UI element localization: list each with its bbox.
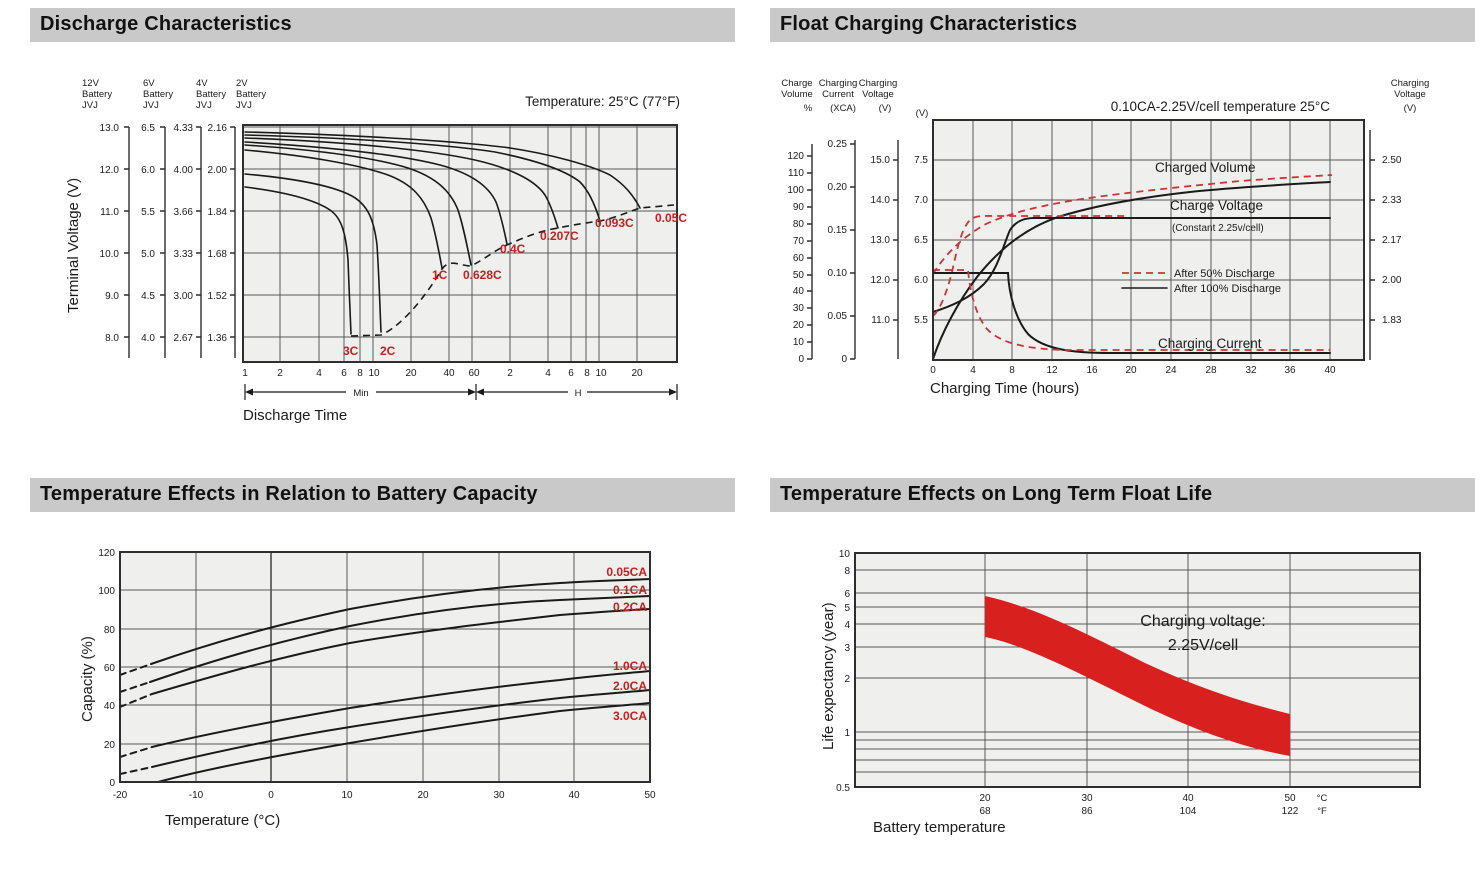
tick-label: 90 <box>792 202 804 213</box>
time-unit-arrows <box>245 384 677 400</box>
discharge-x-ticks <box>242 368 643 379</box>
tick-label: 100 <box>787 185 804 196</box>
scale-header: Voltage <box>1394 89 1426 100</box>
x-unit-celsius: °C <box>1316 793 1328 804</box>
tick-label: 1.52 <box>207 291 227 302</box>
tick-label: 12.0 <box>870 275 890 286</box>
curve-label: 0.628C <box>463 268 502 282</box>
float-life-y-ticks <box>836 549 850 794</box>
charge-volume-ticks <box>787 151 804 365</box>
tick-label: 110 <box>788 168 804 179</box>
tick-label: 50 <box>792 270 804 281</box>
tick-label: 120 <box>787 151 804 162</box>
tick-label: 104 <box>1179 806 1197 817</box>
scale-header: Charge <box>781 78 813 89</box>
tick-label: 7.5 <box>914 155 928 166</box>
tick-label: 20 <box>631 368 643 379</box>
tick-label: 3.33 <box>173 249 193 260</box>
tick-label: 30 <box>792 303 804 314</box>
tick-label: 12.0 <box>99 165 119 176</box>
plot-background <box>243 125 677 362</box>
tick-label: 30 <box>493 790 505 801</box>
tick-label: 60 <box>468 368 480 379</box>
tick-label: 86 <box>1081 806 1093 817</box>
scale-header: Volume <box>781 89 813 100</box>
tick-label: 40 <box>568 790 580 801</box>
tick-label: 8 <box>584 368 590 379</box>
tick-label: 8 <box>844 566 850 577</box>
tick-label: 5.5 <box>141 207 155 218</box>
tick-label: 60 <box>103 663 115 674</box>
scale-header: 2V <box>236 78 248 89</box>
tick-label: 0.05 <box>827 311 847 322</box>
tick-label: 20 <box>1125 365 1137 376</box>
tick-label: 1.83 <box>1382 315 1402 326</box>
curve-label: 0.093C <box>595 216 634 230</box>
tick-label: 24 <box>1165 365 1177 376</box>
section-header-float-life <box>770 478 1475 512</box>
tick-label: 11.0 <box>871 315 890 326</box>
curve-label-charge-voltage: Charge Voltage <box>1170 198 1264 213</box>
section-header-float-charging <box>770 8 1475 42</box>
page-title: Temperature Effects on Long Term Float Life <box>780 483 1213 505</box>
tick-label: 60 <box>792 253 804 264</box>
tick-label: 2.00 <box>1382 275 1402 286</box>
voltage-scale-ticks <box>100 123 228 344</box>
curve-label: 0.05CA <box>606 565 647 579</box>
float-scale-headers <box>781 78 1429 119</box>
scale-unit: (V) <box>1403 103 1417 114</box>
tick-label: 2.17 <box>1382 235 1402 246</box>
float-x-ticks <box>930 365 1336 376</box>
tick-label: 11.0 <box>100 207 119 218</box>
tick-label: 7.0 <box>914 195 928 206</box>
tick-label: 10.0 <box>99 249 119 260</box>
tick-label: 2.33 <box>1382 195 1402 206</box>
scale-header: JVJ <box>236 100 252 111</box>
scale-unit: (V) <box>915 108 929 119</box>
scale-header: Battery <box>196 89 227 100</box>
tick-label: 120 <box>98 548 115 559</box>
tick-label: 4 <box>970 365 976 376</box>
x-axis-title: Discharge Time <box>243 407 348 424</box>
temperature-note: Temperature: 25°C (77°F) <box>525 94 680 109</box>
scale-header: Current <box>822 89 854 100</box>
tick-label: 4 <box>545 368 551 379</box>
tick-label: 0 <box>798 354 804 365</box>
tick-label: -20 <box>112 790 128 801</box>
tick-label: 2 <box>507 368 513 379</box>
scale-header: Charging <box>818 78 858 89</box>
tick-label: 0 <box>109 778 115 789</box>
tick-label: 0.20 <box>827 182 847 193</box>
curve-label: 3C <box>343 344 359 358</box>
tick-label: 2.50 <box>1382 155 1402 166</box>
tick-label: 15.0 <box>870 155 890 166</box>
tick-label: 10 <box>341 790 353 801</box>
scale-header: Voltage <box>862 89 894 100</box>
curve-label: 0.4C <box>500 242 526 256</box>
y-axis-title: Life expectancy (year) <box>820 602 837 750</box>
x-axis-title: Charging Time (hours) <box>930 380 1080 397</box>
tick-label: 6.0 <box>141 165 155 176</box>
tick-label: 36 <box>1284 365 1296 376</box>
capacity-x-ticks <box>113 790 656 801</box>
tick-label: 20 <box>417 790 429 801</box>
tick-label: -10 <box>188 790 204 801</box>
tick-label: 13.0 <box>870 235 890 246</box>
temp-capacity-chart <box>30 540 735 875</box>
tick-label: 40 <box>1324 365 1336 376</box>
tick-label: 1 <box>242 368 248 379</box>
tick-label: 2.00 <box>207 165 227 176</box>
x-unit-minutes: Min <box>353 388 369 399</box>
tick-label: 0 <box>268 790 274 801</box>
legend-label: After 50% Discharge <box>1174 268 1275 280</box>
tick-label: 5.0 <box>141 249 155 260</box>
tick-label: 68 <box>979 806 991 817</box>
tick-label: 16 <box>1086 365 1098 376</box>
tick-label: 0.10 <box>827 268 847 279</box>
tick-label: 9.0 <box>105 291 119 302</box>
tick-label: 10 <box>838 549 850 560</box>
section-header-discharge <box>30 8 735 42</box>
tick-label: 28 <box>1205 365 1217 376</box>
x-unit-hours: H <box>574 388 582 399</box>
scale-header: 6V <box>143 78 155 89</box>
tick-label: 40 <box>103 701 115 712</box>
tick-label: 32 <box>1245 365 1257 376</box>
battery-scale-headers <box>82 78 266 111</box>
scale-header: 12V <box>82 78 99 89</box>
scale-header: Battery <box>143 89 174 100</box>
tick-label: 6 <box>341 368 347 379</box>
tick-label: 70 <box>792 236 804 247</box>
tick-label: 12 <box>1046 365 1058 376</box>
tick-label: 4 <box>316 368 322 379</box>
x-unit-fahrenheit: °F <box>1317 806 1327 817</box>
condition-note: 0.10CA-2.25V/cell temperature 25°C <box>1110 99 1330 114</box>
tick-label: 8 <box>1009 365 1015 376</box>
tick-label: 122 <box>1281 806 1299 817</box>
scale-header: Battery <box>82 89 113 100</box>
y-axis-title: Capacity (%) <box>79 636 96 722</box>
tick-label: 40 <box>443 368 455 379</box>
curve-label: 0.2CA <box>612 600 647 614</box>
tick-label: 0 <box>930 365 936 376</box>
curve-label-charging-current: Charging Current <box>1158 336 1262 351</box>
tick-label: 5.5 <box>914 315 928 326</box>
tick-label: 4 <box>844 620 850 631</box>
charging-voltage-12v-ticks <box>871 155 891 326</box>
scale-header: JVJ <box>143 100 159 111</box>
tick-label: 10 <box>595 368 607 379</box>
curve-label: 3.0CA <box>612 709 647 723</box>
tick-label: 3.66 <box>173 207 193 218</box>
tick-label: 6.5 <box>141 123 155 134</box>
curve-label: 1C <box>432 268 448 282</box>
voltage-scale-brackets <box>124 127 235 358</box>
discharge-chart <box>30 70 735 435</box>
tick-label: 6.5 <box>914 235 928 246</box>
float-life-x-ticks <box>979 793 1327 817</box>
tick-label: 3 <box>844 643 850 654</box>
tick-label: 100 <box>98 586 115 597</box>
scale-header: JVJ <box>196 100 212 111</box>
curve-label: 0.207C <box>540 229 579 243</box>
tick-label: 10 <box>368 368 380 379</box>
tick-label: 80 <box>103 625 115 636</box>
tick-label: 0.15 <box>827 225 847 236</box>
tick-label: 1 <box>844 728 850 739</box>
scale-unit: (V) <box>878 103 892 114</box>
annotation-line: Charging voltage: <box>1140 613 1266 630</box>
curve-label: 0.05C <box>655 211 688 225</box>
scale-unit: % <box>803 103 813 114</box>
x-axis-title: Battery temperature <box>873 819 1006 836</box>
tick-label: 5 <box>844 603 850 614</box>
section-header-temp-capacity <box>30 478 735 512</box>
tick-label: 2 <box>844 674 850 685</box>
tick-label: 1.84 <box>207 207 227 218</box>
tick-label: 20 <box>405 368 417 379</box>
charging-voltage-per-cell-ticks <box>1382 155 1402 326</box>
tick-label: 1.68 <box>207 249 227 260</box>
scale-unit: (XCA) <box>830 103 856 114</box>
capacity-y-ticks <box>98 548 115 789</box>
tick-label: 6.0 <box>914 275 928 286</box>
tick-label: 2 <box>277 368 283 379</box>
page-title: Temperature Effects in Relation to Battery Capacity <box>40 483 538 505</box>
tick-label: 8.0 <box>105 333 119 344</box>
tick-label: 1.36 <box>207 333 227 344</box>
tick-label: 20 <box>792 320 804 331</box>
tick-label: 80 <box>792 219 804 230</box>
tick-label: 50 <box>1284 793 1296 804</box>
tick-label: 2.67 <box>173 333 193 344</box>
tick-label: 2.16 <box>207 123 227 134</box>
tick-label: 14.0 <box>870 195 890 206</box>
tick-label: 0.5 <box>836 783 850 794</box>
tick-label: 50 <box>644 790 656 801</box>
tick-label: 10 <box>792 337 804 348</box>
tick-label: 6 <box>568 368 574 379</box>
float-life-chart <box>770 540 1483 875</box>
tick-label: 8 <box>357 368 363 379</box>
scale-header: Charging <box>858 78 898 89</box>
charging-current-ticks <box>828 139 848 365</box>
charging-voltage-6v-ticks <box>914 155 928 326</box>
tick-label: 0.25 <box>827 139 847 150</box>
tick-label: 4.33 <box>173 123 193 134</box>
curve-label-constant-voltage: (Constant 2.25v/cell) <box>1172 223 1264 234</box>
tick-label: 20 <box>103 740 115 751</box>
curve-label: 2C <box>380 344 396 358</box>
tick-label: 20 <box>979 793 991 804</box>
scale-header: Battery <box>236 89 267 100</box>
tick-label: 4.5 <box>141 291 155 302</box>
curve-label: 0.1CA <box>612 583 647 597</box>
tick-label: 0 <box>841 354 847 365</box>
curve-label: 2.0CA <box>612 679 647 693</box>
tick-label: 4.0 <box>141 333 155 344</box>
page-title: Float Charging Characteristics <box>780 13 1078 35</box>
tick-label: 4.00 <box>173 165 193 176</box>
curve-label-charged-volume: Charged Volume <box>1155 160 1256 175</box>
scale-header: 4V <box>196 78 208 89</box>
page-title: Discharge Characteristics <box>40 13 292 35</box>
tick-label: 13.0 <box>99 123 119 134</box>
tick-label: 6 <box>844 589 850 600</box>
float-charging-chart <box>770 70 1483 435</box>
tick-label: 30 <box>1081 793 1093 804</box>
tick-label: 40 <box>792 286 804 297</box>
x-axis-title: Temperature (°C) <box>165 812 281 829</box>
curve-label: 1.0CA <box>612 659 647 673</box>
scale-header: Charging <box>1390 78 1430 89</box>
scale-header: JVJ <box>82 100 98 111</box>
tick-label: 3.00 <box>173 291 193 302</box>
legend-label: After 100% Discharge <box>1174 283 1281 295</box>
annotation-line: 2.25V/cell <box>1167 637 1239 654</box>
tick-label: 40 <box>1182 793 1194 804</box>
y-axis-title: Terminal Voltage (V) <box>65 177 82 313</box>
